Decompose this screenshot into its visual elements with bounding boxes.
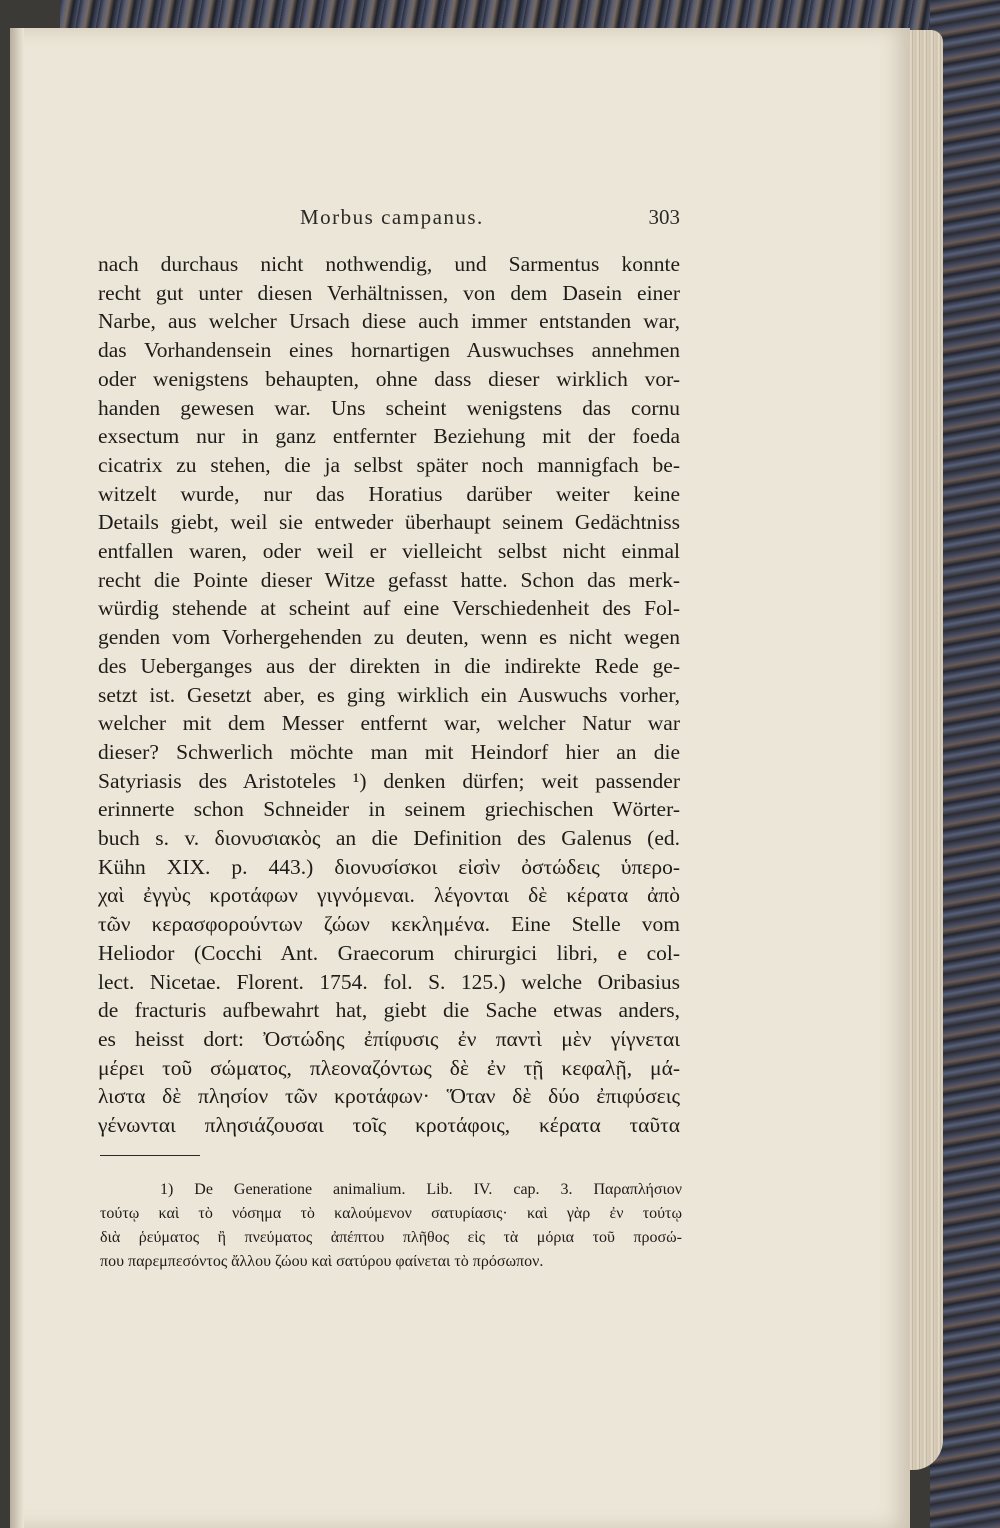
body-text — [98, 250, 680, 1140]
body-line: γένωνται πλησιάζουσαι τοῖς κροτάφοις, κέρατα ταῦτα — [98, 1113, 680, 1138]
body-line: recht die Pointe dieser Witze gefasst hatte. Schon das merk- — [98, 567, 680, 592]
footnote-line: 1) De Generatione animalium. Lib. IV. cap. 3. Παραπλήσιον — [160, 1181, 682, 1198]
body-line: τῶν κερασφορούντων ζώων κεκλημένα. Eine Stelle vom — [98, 912, 680, 937]
footnote-line: που παρεμπεσόντος ἄλλου ζώου καὶ σατύρου φαίνεται τὸ πρόσωπον. — [100, 1253, 544, 1270]
page-gutter — [10, 28, 24, 1528]
body-line: de fracturis aufbewahrt hat, giebt die Sache etwas anders, — [98, 998, 680, 1023]
page-number: 303 — [648, 205, 680, 229]
body-line: würdig stehende at scheint auf eine Verschiedenheit des Fol- — [98, 596, 680, 621]
body-line: recht gut unter diesen Verhältnissen, von dem Dasein einer — [98, 280, 680, 305]
body-line: witzelt wurde, nur das Horatius darüber weiter keine — [98, 481, 680, 506]
body-line: handen gewesen war. Uns scheint wenigstens das cornu — [98, 395, 680, 420]
body-line: welcher mit dem Messer entfernt war, welcher Natur war — [98, 711, 680, 736]
body-line: das Vorhandensein eines hornartigen Auswuchses annehmen — [98, 338, 680, 363]
body-line: exsectum nur in ganz entfernter Beziehung mit der foeda — [98, 424, 680, 449]
body-line: genden vom Vorhergehenden zu deuten, wenn es nicht wegen — [98, 625, 680, 650]
body-line: cicatrix zu stehen, die ja selbst später noch mannigfach be- — [98, 452, 680, 477]
body-line: oder wenigstens behaupten, ohne dass dieser wirklich vor- — [98, 366, 680, 391]
body-line: des Ueberganges aus der direkten in die indirekte Rede ge- — [98, 653, 680, 678]
body-line: Narbe, aus welcher Ursach diese auch immer entstanden war, — [98, 309, 680, 334]
body-line: buch s. v. διονυσιακὸς an die Definition des Galenus (ed. — [98, 826, 680, 851]
body-line: dieser? Schwerlich möchte man mit Heindorf hier an die — [98, 739, 680, 764]
page-header — [100, 205, 690, 235]
footnote — [100, 1178, 682, 1274]
body-line: Kühn XIX. p. 443.) διονυσίσκοι εἰσὶν ὀστώδεις ὑπερο- — [98, 854, 680, 879]
body-line: μέρει τοῦ σώματος, πλεοναζόντως δὲ ἐν τῇ κεφαλῇ, μά- — [98, 1055, 680, 1080]
body-line: Details giebt, weil sie entweder überhaupt seinem Gedächtniss — [98, 510, 680, 535]
body-line: Satyriasis des Aristoteles ¹) denken dürfen; weit passender — [98, 768, 680, 793]
footnote-line: τούτῳ καὶ τὸ νόσημα τὸ καλούμενον σατυρίασις· καὶ γὰρ ἐν τούτῳ — [100, 1205, 682, 1222]
body-line: λιστα δὲ πλησίον τῶν κροτάφων· Ὅταν δὲ δύο ἐπιφύσεις — [98, 1084, 680, 1109]
body-line: Heliodor (Cocchi Ant. Graecorum chirurgici libri, e col- — [98, 940, 680, 965]
footnote-divider — [100, 1155, 200, 1156]
footnote-line: διὰ ῥεύματος ἢ πνεύματος ἀπέπτου πλῆθος εἰς τὰ μόρια τοῦ προσώ- — [100, 1229, 682, 1246]
body-line: lect. Nicetae. Florent. 1754. fol. S. 125.) welche Oribasius — [98, 969, 680, 994]
body-line: setzt ist. Gesetzt aber, es ging wirklich ein Auswuchs vorher, — [98, 682, 680, 707]
running-title: Morbus campanus. — [300, 205, 484, 229]
body-line: entfallen waren, oder weil er vielleicht selbst nicht einmal — [98, 539, 680, 564]
body-paragraph — [98, 250, 680, 1140]
body-line: nach durchaus nicht nothwendig, und Sarmentus konnte — [98, 252, 680, 276]
body-line: erinnerte schon Schneider in seinem griechischen Wörter- — [98, 797, 680, 822]
body-line: χαὶ ἐγγὺς κροτάφων γιγνόμεναι. λέγονται δὲ κέρατα ἀπὸ — [98, 883, 680, 908]
body-line: es heisst dort: Ὀστώδης ἐπίφυσις ἐν παντὶ μὲν γίγνεται — [98, 1026, 680, 1051]
